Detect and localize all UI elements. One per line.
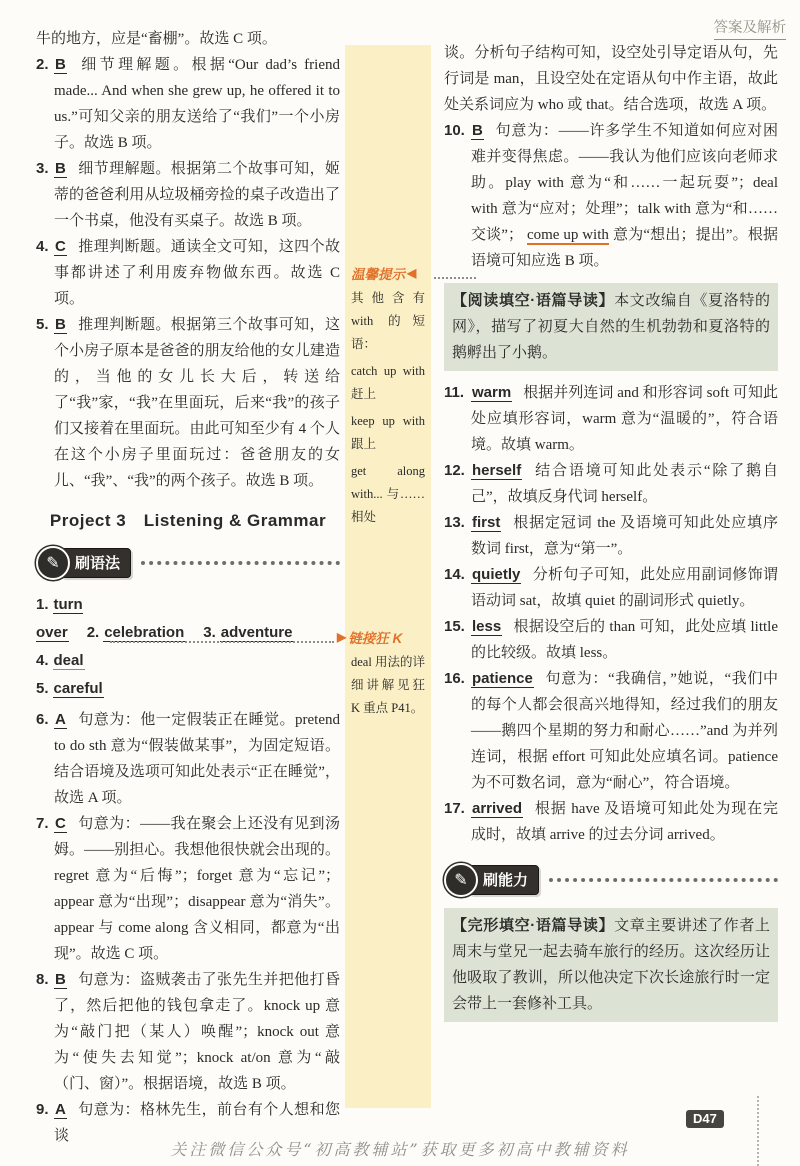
page-number-badge: D47: [686, 1110, 724, 1128]
answer-item-4: [36, 234, 340, 312]
link-block: [337, 627, 431, 720]
link-body: deal 用法的详细讲解见狂 K 重点 P41。: [351, 655, 425, 715]
tip-title: 温馨提示: [351, 267, 405, 282]
left-column: [36, 26, 340, 1149]
grammar-badge: 刷语法: [60, 548, 131, 578]
item-body: 句意为：他一定假装正在睡觉。pretend to do sth 意为“假装做某事”，为固定短语。结合语境及选项可知此处表示“正在睡觉”，故选 A 项。: [54, 712, 340, 806]
answer-item-6: [36, 707, 340, 811]
phrase-line: keep up with 跟上: [351, 414, 425, 451]
continuation-paragraph: 谈。分析句子结构可知，设空处引导定语从句，先行词是 man，且设空处在定语从句中作主语，故此处关系词应为 who 或 that。结合选项，故选 A 项。: [444, 45, 778, 113]
dotted-divider: [549, 878, 778, 882]
item-body: 句意为：格林先生，前台有个人想和您谈: [54, 1102, 340, 1144]
answer-word: arrived: [472, 800, 523, 817]
item-number: 4.: [36, 238, 49, 255]
arrow-right-icon: ▶: [337, 630, 347, 644]
answer-letter: B: [55, 56, 66, 73]
item-number: 7.: [36, 815, 49, 832]
answer-letter: C: [55, 815, 66, 832]
item-body: 根据定冠词 the 及语境可知此处应填序数词 first，意为“第一”。: [471, 515, 778, 557]
answer-item-7: [36, 811, 340, 967]
answer-item-5: [36, 312, 340, 494]
footer-watermark: 关注微信公众号“初高教辅站”获取更多初高中教辅资料: [170, 1140, 630, 1159]
phrase-line: get along with... 与……相处: [351, 464, 425, 524]
item-body: 细节理解题。根据第二个故事可知，姬蒂的爸爸利用从垃圾桶旁捡的桌子改造出了一个书桌，他没有买桌子。故选 B 项。: [54, 161, 340, 229]
dotted-leader-deal: [110, 641, 334, 643]
section-heading: Project 3 Listening & Grammar: [49, 511, 327, 530]
answer-word: warm: [472, 384, 512, 401]
blank-number: 3.: [203, 624, 216, 641]
item-body: 句意为：——我在聚会上还没有见到汤姆。——别担心。我想他很快就会出现的。regret 意为“后悔”；forget 意为“忘记”；appear 意为“出现”；disappear 意为“消失”。appear 与 come along 含义相同，都意为“出现”。故选 C 项。: [54, 816, 340, 962]
answer-word: herself: [472, 462, 522, 479]
item-body-post: 意为“想出；提出”。根据语境可知应选 B 项。: [471, 227, 778, 269]
continuation-paragraph: 牛的地方，应是“畜棚”。故选 C 项。: [36, 31, 277, 47]
answer-item-12: [444, 458, 778, 510]
guide-text: 本文改编自《夏洛特的网》，描写了初夏大自然的生机勃勃和夏洛特的鹅孵出了小鹅。: [452, 293, 770, 361]
margin-note-strip: [337, 45, 431, 1108]
answer-word: patience: [472, 670, 533, 687]
right-column: [444, 40, 778, 1031]
answer-letter: B: [55, 316, 66, 333]
arrow-left-icon: ◀: [407, 266, 417, 280]
guide-label: 【完形填空·语篇导读】: [452, 917, 615, 934]
item-number: 14.: [444, 566, 465, 583]
guide-text: 文章主要讲述了作者上周末与堂兄一起去骑车旅行的经历。这次经历让他吸取了教训，所以他决定下次长途旅行时一定会带上一套修补工具。: [452, 918, 770, 1012]
answer-letter: B: [472, 122, 483, 139]
item-body: 根据 have 及语境可知此处为现在完成时，故填 arrive 的过去分词 arrived。: [471, 801, 778, 843]
item-body: 结合语境可知此处表示“除了鹅自己”，故填反身代词 herself。: [471, 463, 778, 505]
reading-guide-box: [444, 283, 778, 371]
pencil-icon: ✎: [36, 546, 70, 580]
item-body: 根据并列连词 and 和形容词 soft 可知此处应填形容词，warm 意为“温暖的”，符合语境。故填 warm。: [471, 385, 778, 453]
blank-answer: adventure: [220, 624, 293, 641]
pencil-icon: ✎: [444, 863, 478, 897]
item-number: 15.: [444, 618, 465, 635]
item-number: 9.: [36, 1101, 49, 1118]
dotted-divider: [141, 561, 340, 565]
item-body: 细节理解题。根据“Our dad’s friend made... And when she grew up, he offered it to us.”可知父亲的朋友送给了“我们”一个小房子。故选 B 项。: [54, 57, 340, 151]
link-title: 链接狂 K: [348, 631, 403, 646]
answer-item-3: [36, 156, 340, 234]
answer-item-8: [36, 967, 340, 1097]
blank-answers-line-2: [36, 647, 340, 675]
answer-item-16: [444, 666, 778, 796]
answer-item-10: [444, 118, 778, 274]
blank-number: 4.: [36, 652, 49, 669]
ability-badge-row: [444, 864, 778, 896]
blank-answers-line-1: [36, 591, 340, 647]
answer-letter: C: [55, 238, 66, 255]
blank-number: 5.: [36, 680, 49, 697]
item-number: 12.: [444, 462, 465, 479]
blank-number: 1.: [36, 596, 49, 613]
answer-item-14: [444, 562, 778, 614]
cloze-guide-box: [444, 908, 778, 1022]
item-number: 8.: [36, 971, 49, 988]
item-number: 17.: [444, 800, 465, 817]
item-body: 推理判断题。通读全文可知，这四个故事都讲述了利用废弃物做东西。故选 C 项。: [54, 239, 340, 307]
guide-label: 【阅读填空·语篇导读】: [452, 292, 615, 309]
answer-item-11: [444, 380, 778, 458]
item-body: 根据设空后的 than 可知，此处应填 little 的比较级。故填 less。: [471, 619, 778, 661]
answer-letter: B: [55, 971, 66, 988]
item-number: 13.: [444, 514, 465, 531]
highlighted-phrase: come up with: [526, 227, 609, 243]
blank-answers-line-3: [36, 675, 340, 703]
answer-letter: A: [55, 1101, 66, 1118]
blank-number: 2.: [86, 624, 100, 641]
answer-item-2: [36, 52, 340, 156]
blank-answer: celebration: [104, 624, 185, 641]
item-number: 11.: [444, 384, 465, 401]
phrase-line: catch up with 赶上: [351, 364, 425, 401]
item-number: 3.: [36, 160, 49, 177]
tip-intro: 其他含有 with 的短语：: [351, 291, 425, 351]
item-number: 5.: [36, 316, 49, 333]
ability-badge: 刷能力: [468, 865, 539, 895]
item-number: 10.: [444, 122, 465, 139]
page-header: 答案及解析: [714, 16, 787, 40]
answer-item-17: [444, 796, 778, 848]
answer-item-13: [444, 510, 778, 562]
item-body: 句意为：“我确信，”她说，“我们中的每个人都会很高兴地得知，经过我们的朋友——鹅四个星期的努力和耐心……”and 为并列连词，根据 effort 可知此处应填名词。patience 为不可数名词，意为“耐心”，符合语境。: [471, 671, 778, 791]
answer-letter: B: [55, 160, 66, 177]
answer-item-15: [444, 614, 778, 666]
item-body: 句意为：盗贼袭击了张先生并把他打昏了，然后把他的钱包拿走了。knock up 意为“敲门把（某人）唤醒”；knock out 意为“使失去知觉”；knock at/on 意为“敲（门、窗）”。根据语境，故选 B 项。: [54, 972, 340, 1092]
answer-word: first: [472, 514, 501, 531]
item-body-pre: 句意为：——许多学生不知道如何应对困难并变得焦虑。——我认为他们应该向老师求助。play with 意为“和……一起玩耍”；deal with 意为“应对；处理”；talk with 意为“和……交谈”；: [471, 123, 778, 243]
blank-answer: careful: [53, 680, 103, 697]
answer-word: less: [472, 618, 502, 635]
tip-block: [345, 263, 431, 529]
item-number: 6.: [36, 711, 49, 728]
answer-letter: A: [55, 711, 66, 728]
blank-answer-deal: deal: [53, 652, 84, 669]
item-body: 推理判断题。根据第三个故事可知，这个小房子原本是爸爸的朋友给他的女儿建造的，当他的女儿长大后，转送给了“我”家，“我”在里面玩，后来“我”的孩子们又接着在里面玩。由此可知至少有 4 个人在这个小房子里面玩过：爸爸朋友的女儿、“我”、“我”的两个孩子。故选 B 项。: [54, 317, 340, 489]
grammar-badge-row: [36, 547, 340, 579]
blank-answer: turn over: [36, 596, 83, 641]
tip-title-row: [351, 263, 425, 283]
item-number: 16.: [444, 670, 465, 687]
item-body: 分析句子可知，此处应用副词修饰谓语动词 sat，故填 quiet 的副词形式 quietly。: [471, 567, 778, 609]
item-number: 2.: [36, 56, 49, 73]
link-title-row: [337, 627, 425, 647]
answer-word: quietly: [472, 566, 521, 583]
